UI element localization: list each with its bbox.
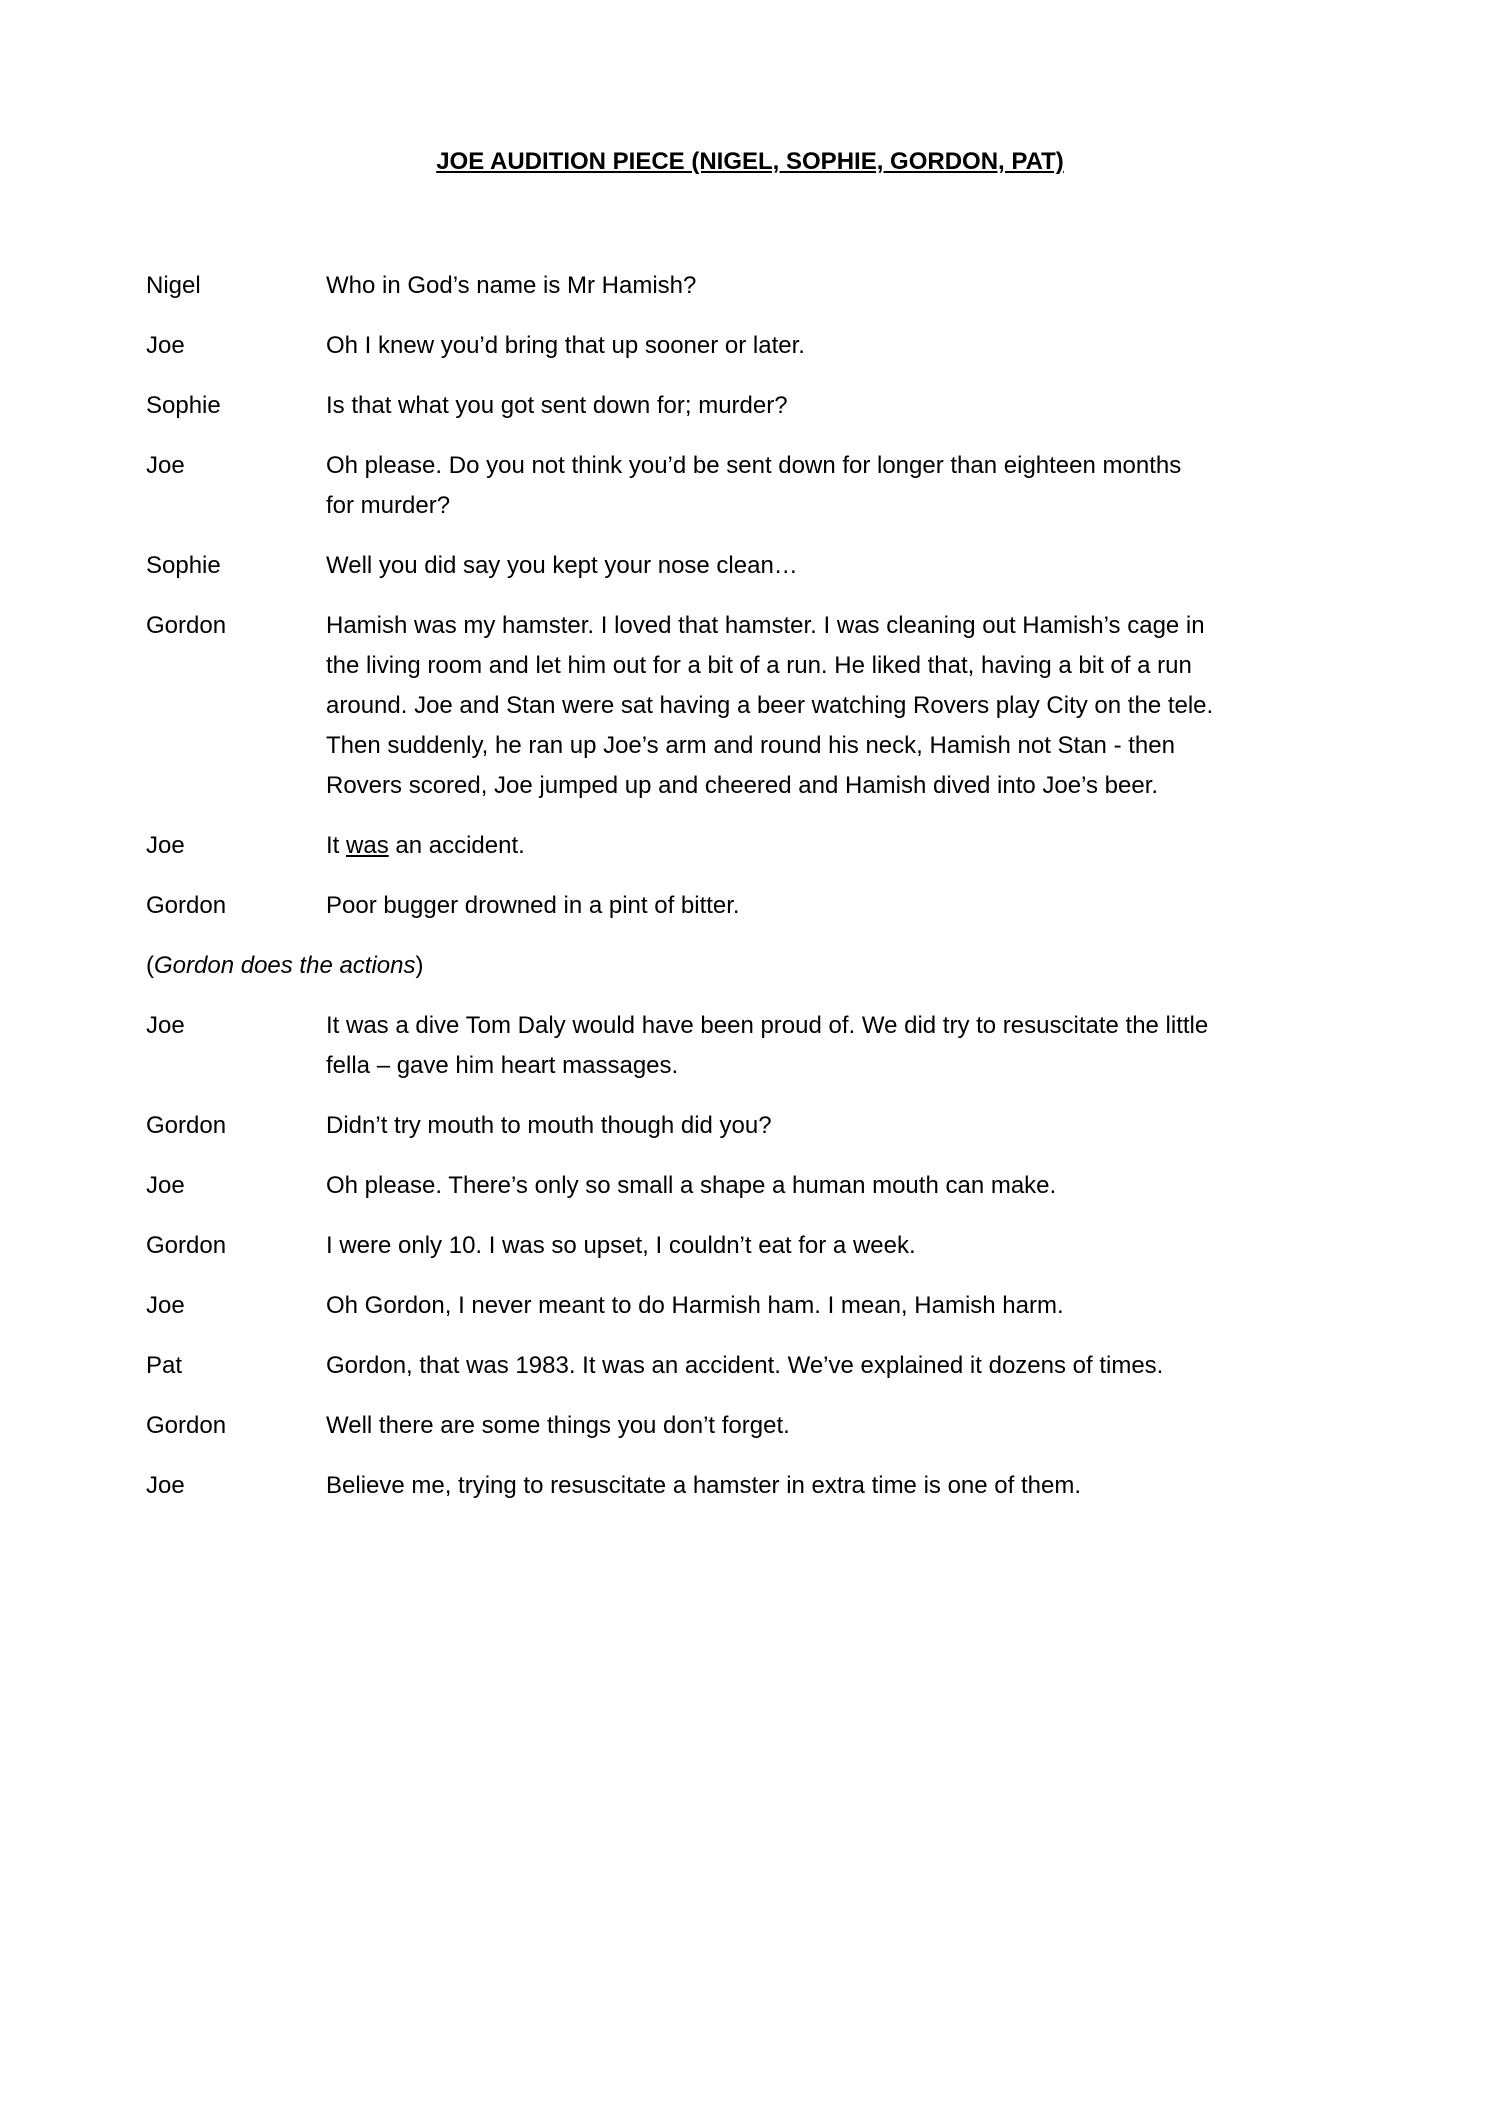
text-span: an accident.: [388, 832, 525, 859]
dialogue-line: Oh please. There’s only so small a shape a human mouth can make.: [326, 1172, 1057, 1199]
document-title: JOE AUDITION PIECE (NIGEL, SOPHIE, GORDON, PAT): [436, 148, 1064, 175]
dialogue-line: [326, 826, 1396, 866]
dialogue-line: for murder?: [326, 492, 451, 519]
dialogue-entry: [146, 266, 1396, 306]
speaker-name: Joe: [146, 1472, 185, 1499]
speaker-name: Gordon: [146, 1412, 227, 1439]
dialogue-text: [326, 606, 1396, 806]
dialogue-text: [326, 1466, 1396, 1506]
dialogue-text: [326, 446, 1396, 526]
dialogue-text: [326, 326, 1396, 366]
stage-direction: [146, 946, 1396, 986]
dialogue-text: [326, 386, 1396, 426]
script-body: [146, 266, 1396, 1526]
dialogue-line: Gordon, that was 1983. It was an accident. We’ve explained it dozens of times.: [326, 1352, 1164, 1379]
dialogue-entry: [146, 826, 1396, 866]
dialogue-entry: [146, 1466, 1396, 1506]
dialogue-entry: [146, 1406, 1396, 1446]
dialogue-text: [326, 1166, 1396, 1206]
dialogue-line: Poor bugger drowned in a pint of bitter.: [326, 892, 740, 919]
dialogue-entry: [146, 1166, 1396, 1206]
dialogue-entry: [146, 1346, 1396, 1386]
dialogue-line: fella – gave him heart massages.: [326, 1052, 679, 1079]
dialogue-entry: [146, 886, 1396, 926]
dialogue-text: [326, 1286, 1396, 1326]
speaker-name: Joe: [146, 452, 185, 479]
speaker-name: Joe: [146, 1172, 185, 1199]
speaker-name: Joe: [146, 1292, 185, 1319]
dialogue-line: Rovers scored, Joe jumped up and cheered and Hamish dived into Joe’s beer.: [326, 772, 1159, 799]
dialogue-entry: [146, 1006, 1396, 1086]
dialogue-entry: [146, 1226, 1396, 1266]
speaker-name: Pat: [146, 1352, 183, 1379]
dialogue-line: I were only 10. I was so upset, I couldn’t eat for a week.: [326, 1232, 916, 1259]
underlined-word: was: [346, 832, 389, 859]
dialogue-line: Didn’t try mouth to mouth though did you?: [326, 1112, 772, 1139]
dialogue-line: Oh I knew you’d bring that up sooner or later.: [326, 332, 805, 359]
dialogue-line: Then suddenly, he ran up Joe’s arm and round his neck, Hamish not Stan - then: [326, 732, 1175, 759]
dialogue-line: Who in God’s name is Mr Hamish?: [326, 272, 697, 299]
dialogue-line: around. Joe and Stan were sat having a beer watching Rovers play City on the tele.: [326, 692, 1214, 719]
speaker-name: Joe: [146, 332, 185, 359]
dialogue-entry: [146, 1286, 1396, 1326]
dialogue-text: [326, 1346, 1396, 1386]
speaker-name: Nigel: [146, 272, 201, 299]
speaker-name: Joe: [146, 832, 185, 859]
dialogue-text: [326, 546, 1396, 586]
speaker-name: Gordon: [146, 1232, 227, 1259]
dialogue-line: It was a dive Tom Daly would have been proud of. We did try to resuscitate the little: [326, 1012, 1209, 1039]
dialogue-entry: [146, 446, 1396, 526]
dialogue-entry: [146, 606, 1396, 806]
dialogue-entry: [146, 546, 1396, 586]
dialogue-line: Hamish was my hamster. I loved that hamster. I was cleaning out Hamish’s cage in: [326, 612, 1205, 639]
dialogue-text: [326, 1106, 1396, 1146]
dialogue-line: Believe me, trying to resuscitate a hamster in extra time is one of them.: [326, 1472, 1081, 1499]
text-span: It: [326, 832, 347, 859]
dialogue-line: Oh please. Do you not think you’d be sent down for longer than eighteen months: [326, 452, 1182, 479]
speaker-name: Joe: [146, 1012, 185, 1039]
speaker-name: Gordon: [146, 1112, 227, 1139]
stage-direction-text: Gordon does the actions: [154, 952, 416, 979]
speaker-name: Gordon: [146, 612, 227, 639]
dialogue-entry: [146, 1106, 1396, 1146]
dialogue-line: Well you did say you kept your nose clean…: [326, 552, 798, 579]
dialogue-line: Oh Gordon, I never meant to do Harmish ham. I mean, Hamish harm.: [326, 1292, 1064, 1319]
dialogue-text: [326, 1226, 1396, 1266]
dialogue-text: [326, 1006, 1396, 1086]
speaker-name: Sophie: [146, 392, 221, 419]
dialogue-text: [326, 1406, 1396, 1446]
paren-open: (: [146, 952, 154, 979]
dialogue-line: the living room and let him out for a bit of a run. He liked that, having a bit of a run: [326, 652, 1192, 679]
dialogue-entry: [146, 326, 1396, 366]
dialogue-entry: [146, 386, 1396, 426]
dialogue-line: Is that what you got sent down for; murder?: [326, 392, 788, 419]
speaker-name: Sophie: [146, 552, 221, 579]
paren-close: ): [415, 952, 424, 979]
dialogue-text: [326, 826, 1396, 866]
speaker-name: Gordon: [146, 892, 227, 919]
dialogue-line: Well there are some things you don’t forget.: [326, 1412, 790, 1439]
dialogue-text: [326, 266, 1396, 306]
dialogue-text: [326, 886, 1396, 926]
